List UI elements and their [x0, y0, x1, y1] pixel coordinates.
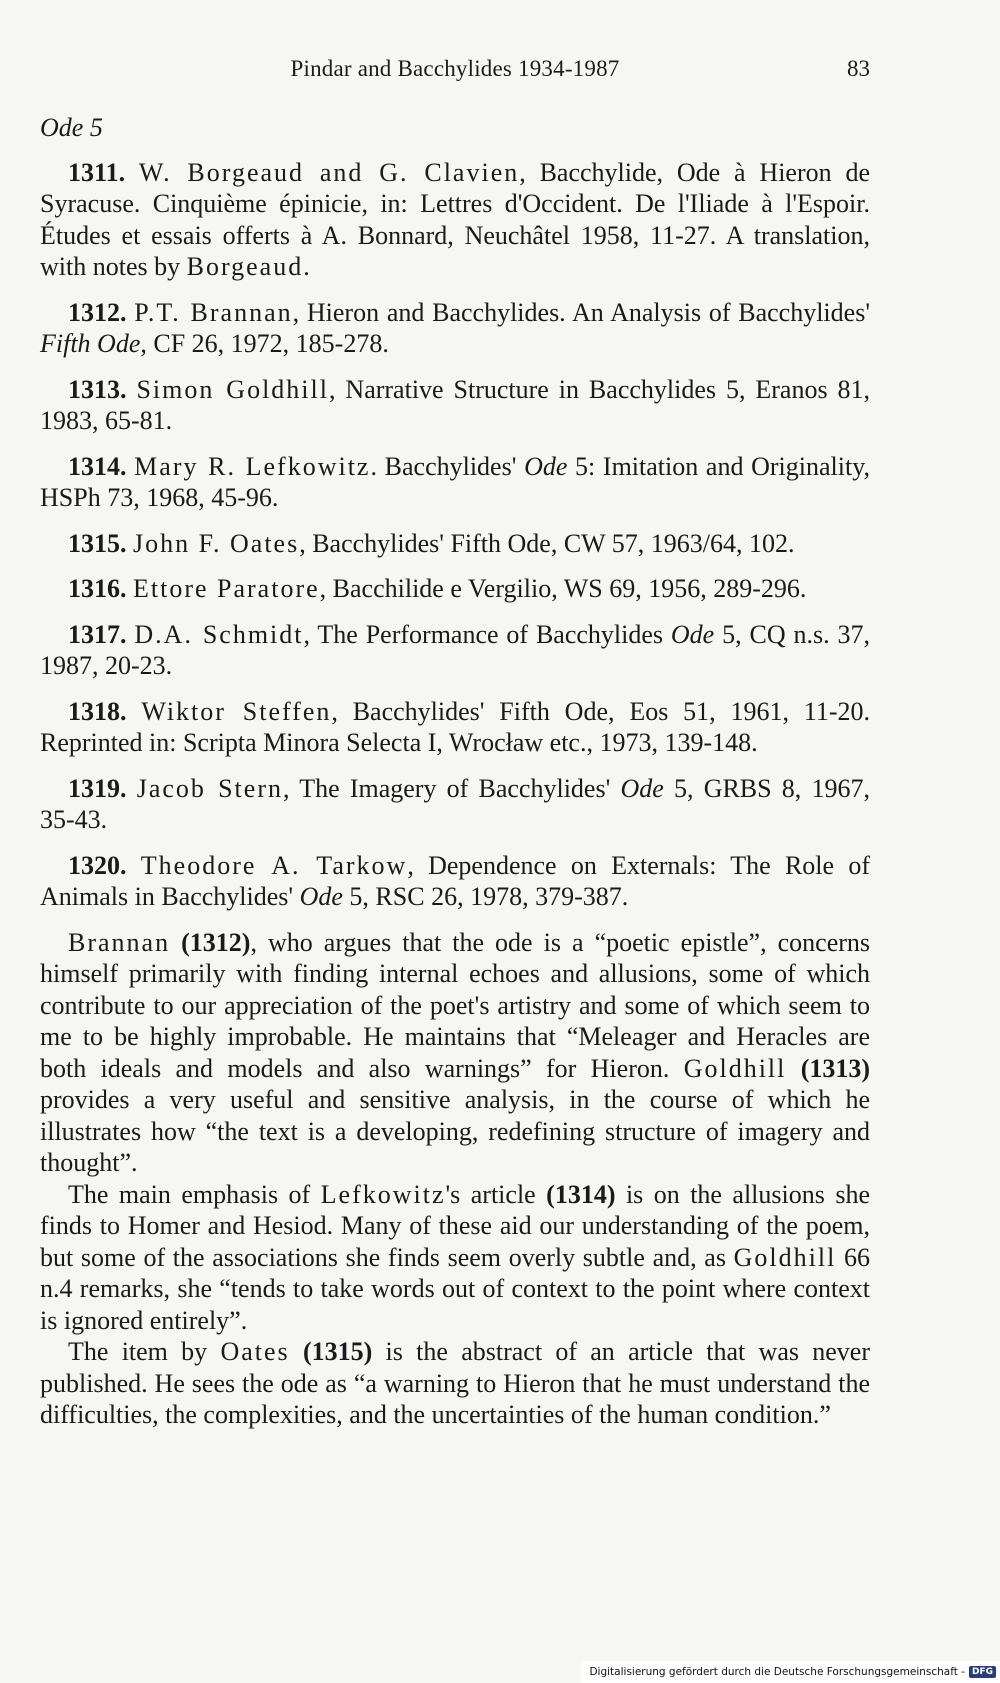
page-number: 83: [847, 56, 870, 81]
paragraph-text: provides a very useful and sensitive analysis, in the course of which he illustrates how “the text is a developing, redefining structure of imagery and thought”.: [40, 1085, 870, 1177]
entry-text: , CF 26, 1972, 185-278.: [140, 329, 389, 358]
bib-entry-1319: [40, 773, 870, 836]
dfg-logo: DFG: [969, 1666, 996, 1678]
entry-italic: Fifth Ode: [40, 329, 141, 358]
running-head: Pindar and Bacchylides 1934-1987: [290, 56, 620, 81]
entry-author: Jacob Stern: [136, 773, 283, 803]
commentary-paragraph: [40, 1336, 870, 1431]
entry-text: , Bacchylide, Ode à Hieron de Syracuse. Cinquième épinicie, in: Lettres d'Occident. De l'Iliade à l'Espoir. Études et essais offerts à A. Bonnard, Neuchâtel 1958, 11-27. A translation, with notes by: [40, 157, 871, 281]
entry-author: P.T. Brannan: [134, 297, 293, 327]
digitization-footer: [581, 1661, 1000, 1683]
entry-text: 5, RSC 26, 1978, 379-387.: [342, 882, 629, 911]
bib-entry-1313: [40, 374, 870, 437]
entry-number: 1311.: [68, 157, 126, 187]
entry-text: , Dependence on Externals: The Role of Animals in Bacchylides': [40, 850, 870, 911]
entry-italic: Ode: [524, 451, 568, 481]
entry-number: 1312.: [68, 297, 127, 327]
author-ref: Brannan: [68, 927, 171, 957]
bib-entry-1318: [40, 696, 870, 759]
paragraph-text: 66 n.4 remarks, she “tends to take words out of context to the point where context is ignored entirely”.: [40, 1242, 871, 1335]
author-ref: Lefkowitz: [320, 1179, 446, 1209]
entry-author: John F. Oates: [133, 528, 300, 558]
page-header: [40, 56, 870, 90]
author-ref: Goldhill: [683, 1053, 787, 1083]
entry-ref: (1315): [302, 1337, 373, 1366]
entry-author: Theodore A. Tarkow: [140, 850, 408, 880]
footer-text: Digitalisierung gefördert durch die Deutsche Forschungsgemeinschaft -: [589, 1666, 965, 1678]
bib-entry-1317: [40, 619, 870, 682]
author-ref: Oates: [220, 1337, 290, 1366]
entry-author: Wiktor Steffen: [141, 696, 332, 726]
commentary-paragraph: [40, 927, 870, 1179]
entry-author: Simon Goldhill: [136, 374, 329, 404]
entry-number: 1318.: [68, 696, 127, 726]
entry-number: 1317.: [68, 619, 127, 649]
bib-entry-1315: [40, 528, 870, 560]
entry-text: .: [303, 252, 310, 281]
author-ref: Goldhill: [733, 1242, 837, 1272]
entry-author: Mary R. Lefkowitz: [134, 451, 371, 481]
entry-text: , The Imagery of Bacchylides': [282, 773, 621, 803]
entry-author: Ettore Paratore: [133, 574, 320, 603]
entry-number: 1313.: [68, 374, 127, 404]
entry-number: 1315.: [68, 528, 127, 558]
commentary-paragraph: [40, 1179, 870, 1337]
entry-number: 1316.: [68, 574, 127, 603]
entry-author: D.A. Schmidt: [134, 619, 304, 649]
bib-entry-1312: [40, 297, 870, 360]
entry-ref: (1313): [800, 1053, 871, 1083]
bib-entry-1311: [40, 157, 870, 283]
entry-text: , The Performance of Bacchylides: [303, 619, 671, 649]
body-text: [40, 112, 870, 1431]
entry-ref: (1312): [181, 927, 251, 957]
paragraph-text: The item by: [68, 1337, 221, 1366]
entry-text: , Bacchylides' Fifth Ode, Eos 51, 1961, 11-20. Reprinted in: Scripta Minora Selecta I, Wrocław etc., 1973, 139-148.: [40, 696, 870, 757]
paragraph-text: is the abstract of an article that was never published. He sees the ode as “a warning to Hieron that he must understand the difficulties, the complexities, and the uncertainties of the human condition.”: [40, 1337, 871, 1429]
bib-entry-1314: [40, 451, 870, 514]
section-title: Ode 5: [40, 113, 103, 142]
entry-text: , Bacchilide e Vergilio, WS 69, 1956, 289-296.: [319, 574, 807, 603]
bib-entry-1320: [40, 850, 870, 913]
paragraph-text: The main emphasis of: [68, 1179, 321, 1209]
entry-text: , Bacchylides' Fifth Ode, CW 57, 1963/64, 102.: [299, 528, 795, 558]
entry-italic: Ode: [670, 619, 715, 649]
entry-author: Borgeaud: [186, 252, 304, 281]
entry-italic: Ode: [620, 773, 664, 803]
entry-text: 5, CQ n.s. 37, 1987, 20-23.: [40, 619, 870, 680]
entry-number: 1320.: [68, 850, 127, 880]
paragraph-text: is on the allusions she finds to Homer and Hesiod. Many of these aid our understanding of the poem, but some of the associations she finds seem overly subtle and, as: [40, 1179, 870, 1272]
entry-text: 5, GRBS 8, 1967, 35-43.: [40, 773, 871, 834]
entry-text: . Bacchylides': [370, 451, 525, 481]
paragraph-text: , who argues that the ode is a “poetic epistle”, concerns himself primarily with finding internal echoes and allusions, some of which contribute to our appreciation of the poet's artistry and some of which seem to me to be highly improbable. He maintains that “Meleager and Heracles are both ideals and models and also warnings” for Hieron.: [40, 927, 871, 1083]
entry-text: 5: Imitation and Originality, HSPh 73, 1968, 45-96.: [40, 451, 870, 512]
entry-italic: Ode: [299, 882, 343, 911]
entry-author: W. Borgeaud and G. Clavien: [138, 157, 520, 187]
entry-number: 1314.: [68, 451, 127, 481]
paragraph-text: [290, 1337, 303, 1366]
paragraph-text: 's article: [445, 1179, 547, 1209]
bib-entry-1316: [40, 573, 870, 605]
entry-ref: (1314): [546, 1179, 616, 1209]
entry-text: , Narrative Structure in Bacchylides 5, Eranos 81, 1983, 65-81.: [40, 374, 871, 435]
entry-text: , Hieron and Bacchylides. An Analysis of Bacchylides': [292, 297, 870, 327]
entry-number: 1319.: [68, 773, 127, 803]
